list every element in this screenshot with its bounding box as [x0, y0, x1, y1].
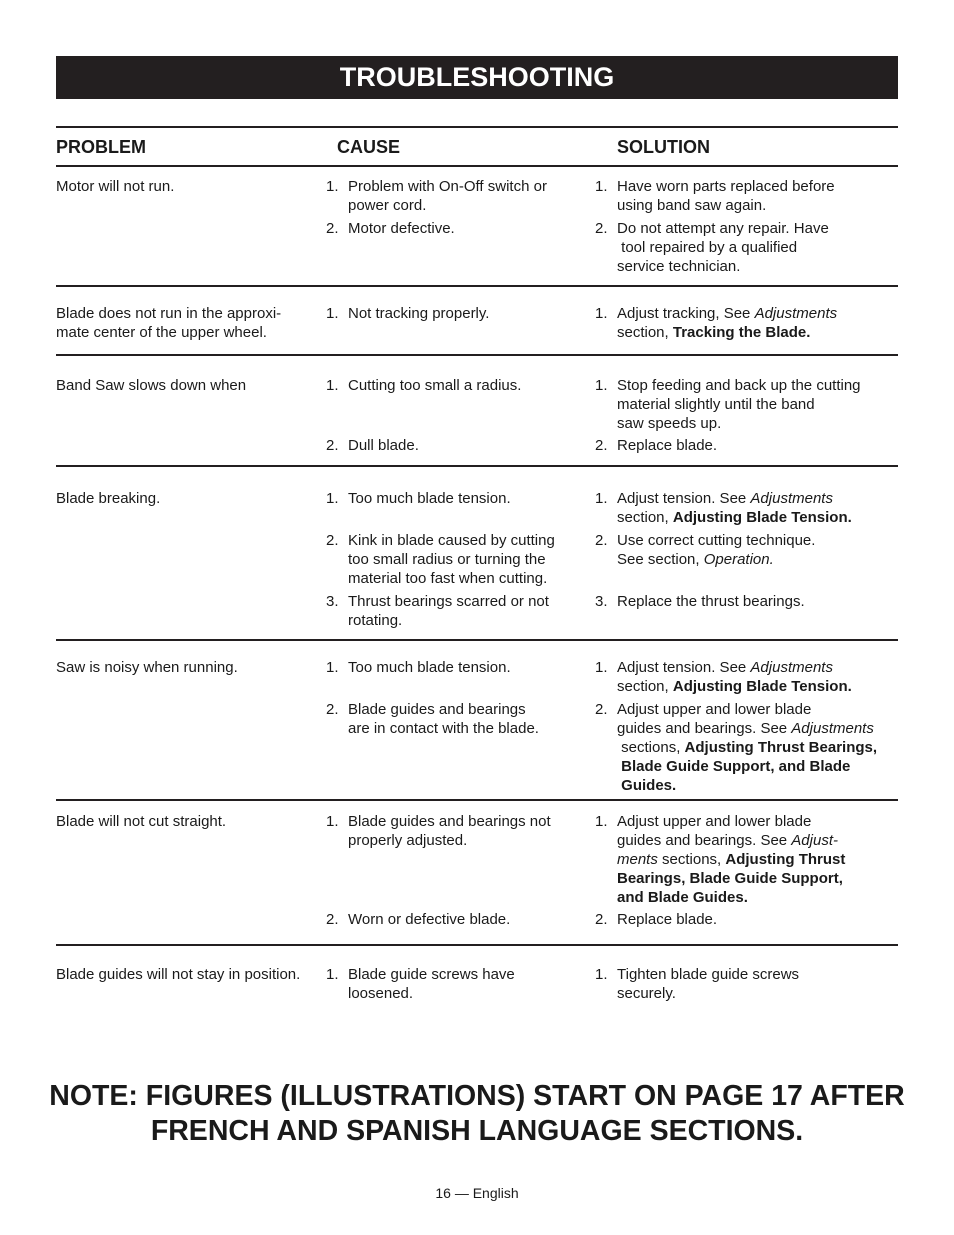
cause-item: 1. Blade guide screws have loosened.: [326, 966, 515, 1002]
page-footer: 16 — English: [435, 1185, 519, 1201]
problem-text: Blade will not cut straight.: [56, 813, 227, 830]
row-divider: [56, 799, 898, 801]
row-divider: [56, 285, 898, 287]
row-divider: [56, 639, 898, 641]
cause-item: 3. Thrust bearings scarred or not rotating.: [326, 593, 549, 629]
row-divider: [56, 354, 898, 356]
solution-item: 3. Replace the thrust bearings.: [595, 593, 805, 610]
solution-item: 2. Use correct cutting technique. See section, Operation.: [595, 532, 816, 568]
problem-text: Band Saw slows down when: [56, 377, 247, 394]
solution-item: 1. Adjust tracking, See Adjustments section, Tracking the Blade.: [595, 305, 838, 341]
figures-note: NOTE: FIGURES (ILLUSTRATIONS) START ON PAGE 17 AFTER FRENCH AND SPANISH LANGUAGE SECTIONS.: [49, 1080, 905, 1147]
problem-text: Saw is noisy when running.: [56, 659, 238, 676]
problem-text: Blade guides will not stay in position.: [56, 966, 301, 983]
cause-item: 1. Not tracking properly.: [326, 305, 490, 322]
cause-item: 2. Blade guides and bearings are in contact with the blade.: [326, 701, 539, 737]
solution-item: 1. Tighten blade guide screws securely.: [595, 966, 800, 1002]
solution-item: 1. Adjust tension. See Adjustments section, Adjusting Blade Tension.: [595, 659, 852, 695]
cause-item: 1. Problem with On-Off switch or power cord.: [326, 178, 547, 214]
cause-item: 1. Blade guides and bearings not properly adjusted.: [326, 813, 551, 849]
solution-item: 2. Replace blade.: [595, 437, 718, 454]
row-divider: [56, 465, 898, 467]
solution-item: 1. Have worn parts replaced before using band saw again.: [595, 178, 835, 214]
solution-item: 1. Stop feeding and back up the cutting material slightly until the band saw speeds up.: [595, 377, 861, 432]
solution-item: 1. Adjust upper and lower blade guides and bearings. See Adjust- ments sections, Adjusting Thrust Bearings, Blade Guide Support, and Blade Guides.: [595, 813, 846, 906]
header-cause: CAUSE: [337, 137, 401, 157]
cause-item: 2. Motor defective.: [326, 220, 455, 237]
solution-item: 1. Adjust tension. See Adjustments section, Adjusting Blade Tension.: [595, 490, 852, 526]
solution-item: 2. Adjust upper and lower blade guides and bearings. See Adjustments sections, Adjusting Thrust Bearings, Blade Guide Support, and Blade Guides.: [595, 701, 878, 794]
header-rule: [56, 165, 898, 167]
solution-item: 2. Replace blade.: [595, 911, 718, 928]
row-divider: [56, 944, 898, 946]
header-problem: PROBLEM: [56, 137, 146, 157]
cause-item: 2. Kink in blade caused by cutting too small radius or turning the material too fast when cutting.: [326, 532, 555, 587]
table-top-rule: [56, 126, 898, 128]
cause-item: 2. Worn or defective blade.: [326, 911, 511, 928]
problem-text: Motor will not run.: [56, 178, 175, 195]
page-title: TROUBLESHOOTING: [56, 56, 898, 99]
solution-item: 2. Do not attempt any repair. Have tool repaired by a qualified service technician.: [595, 220, 829, 275]
cause-item: 1. Too much blade tension.: [326, 659, 511, 676]
problem-text: Blade does not run in the approxi- mate center of the upper wheel.: [56, 305, 282, 341]
cause-item: 1. Cutting too small a radius.: [326, 377, 522, 394]
cause-item: 2. Dull blade.: [326, 437, 419, 454]
problem-text: Blade breaking.: [56, 490, 161, 507]
header-solution: SOLUTION: [617, 137, 710, 157]
cause-item: 1. Too much blade tension.: [326, 490, 511, 507]
